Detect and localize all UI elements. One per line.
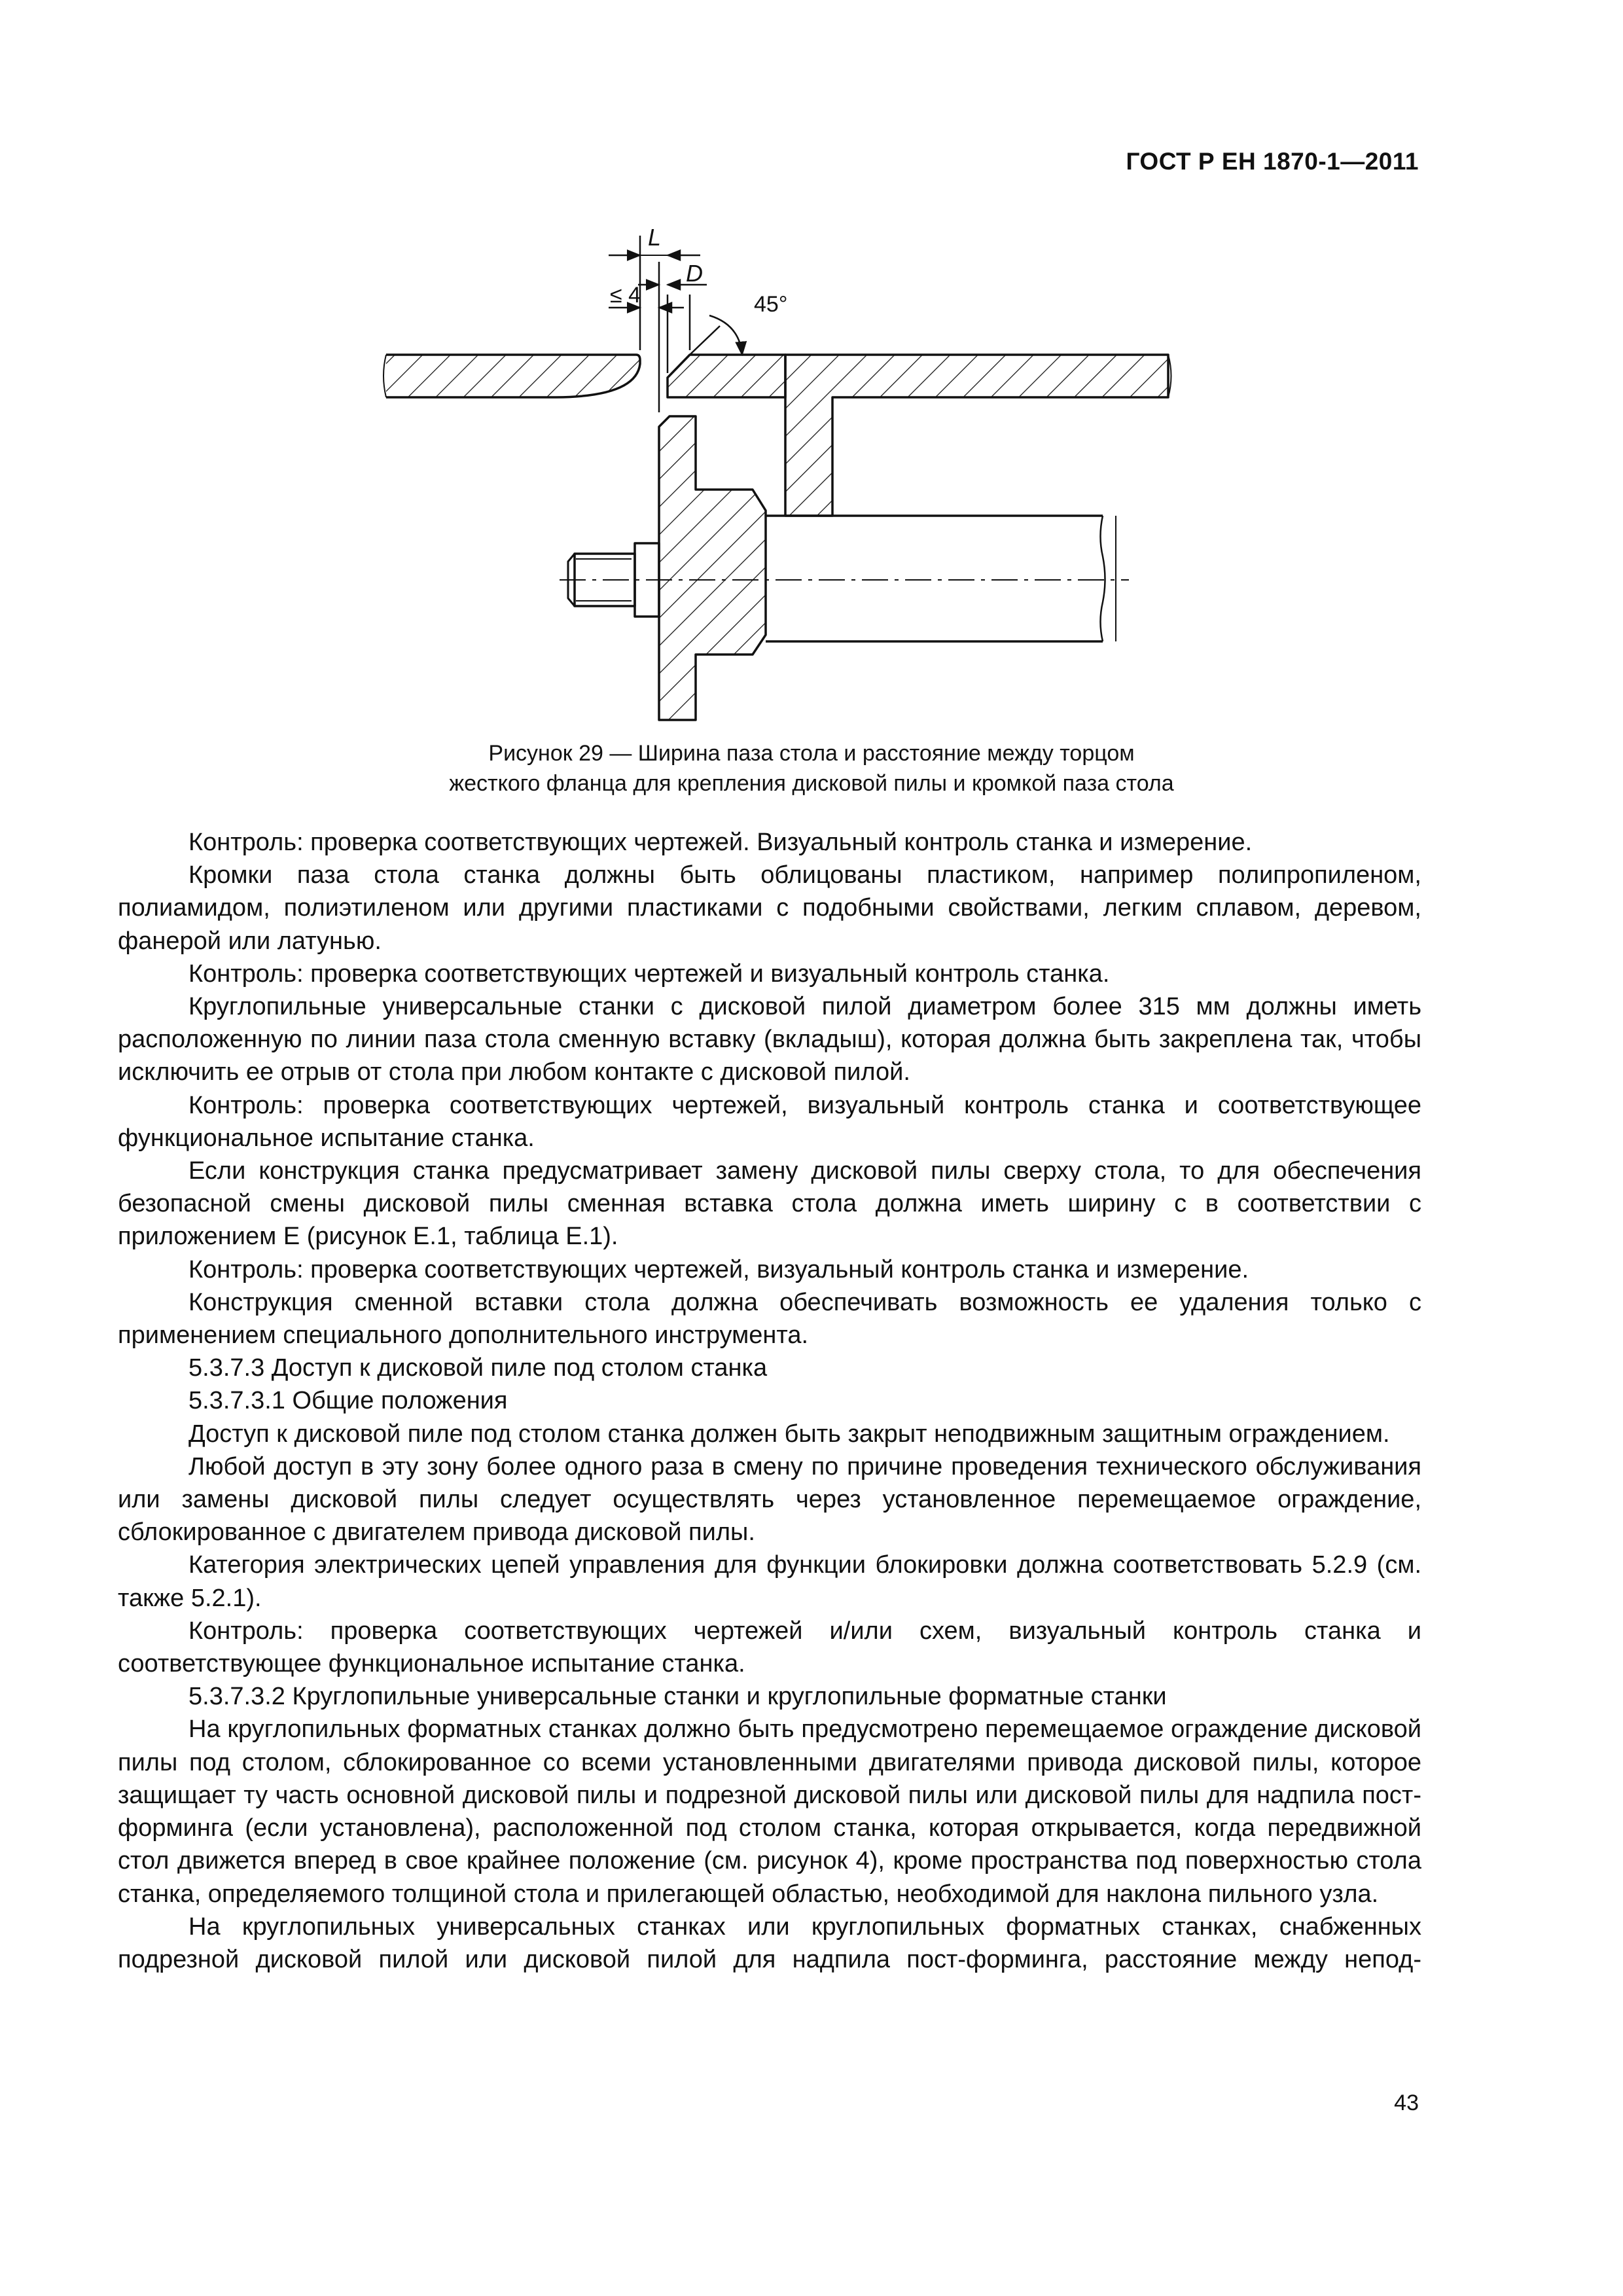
caption-line-1: Рисунок 29 — Ширина паза стола и расстояние между торцом [488, 741, 1135, 766]
paragraph: Если конструкция станка предусматривает замену дисковой пилы сверху стола, то для обеспечения безопасной смены дисковой пилы сменная вставка стола должна иметь ширину с в соответствии с приложением Е (рисунок Е.1, таблица Е.1). [118, 1157, 1421, 1251]
paragraph: Контроль: проверка соответствующих чертежей, визуальный контроль станка и соответствующее функциональное испытание станка. [118, 1091, 1421, 1152]
paragraph: На круглопильных универсальных станках или круглопильных форматных станках, снабженных подрезной дисковой пилой или дисковой пилой для надпила пост-форминга, расстояние между непод- [118, 1912, 1421, 1973]
paragraph: Категория электрических цепей управления для функции блокировки должна соответствовать 5.2.9 (см. также 5.2.1). [118, 1551, 1421, 1612]
paragraph: Кромки паза стола станка должны быть облицованы пластиком, например полипропиленом, полиамидом, полиэтиленом или другими пластиками с подобными свойствами, легким сплавом, деревом, фанерой или латунью. [118, 861, 1421, 955]
paragraph: Контроль: проверка соответствующих чертежей и/или схем, визуальный контроль станка и соответствующее функциональное испытание станка. [118, 1617, 1421, 1678]
paragraph: Доступ к дисковой пиле под столом станка должен быть закрыт неподвижным защитным ограждением. [188, 1420, 1390, 1448]
paragraph: Контроль: проверка соответствующих чертежей, визуальный контроль станка и измерение. [188, 1255, 1249, 1283]
paragraph: Контроль: проверка соответствующих чертежей и визуальный контроль станка. [188, 960, 1110, 988]
section-heading: 5.3.7.3.1 Общие положения [188, 1387, 508, 1415]
throat-insert [668, 355, 785, 397]
rigid-flange [659, 416, 766, 720]
figure-caption [118, 738, 1505, 798]
figure-29-drawing [366, 216, 1191, 726]
section-heading: 5.3.7.3.2 Круглопильные универсальные станки и круглопильные форматные станки [188, 1683, 1167, 1711]
label-le4: ≤ 4 [610, 283, 641, 308]
shaft [766, 516, 1103, 641]
paragraph: На круглопильных форматных станках должно быть предусмотрено перемещаемое ограждение дисковой пилы под столом, сблокированное со всеми установленными двигателями привода дисковой пилы, которое защищает ту часть основной дисковой пилы и подрезной дисковой пилы или дисковой пилы для надпила пост-форминга (если установлена), расположенной под столом станка, которая открывается, когда передвижной стол движется вперед в свое крайнее положение (см. рисунок 4), кроме пространства под поверхностью стола станка, определяемого толщиной стола и прилегающей областью, необходимой для наклона пильного узла. [118, 1715, 1421, 1908]
paragraph: Круглопильные универсальные станки с дисковой пилой диаметром более 315 мм должны иметь расположенную по линии паза стола сменную вставку (вкладыш), которая должна быть закреплена так, чтобы исключить ее отрыв от стола при любом контакте с дисковой пилой. [118, 993, 1421, 1086]
label-45deg: 45° [754, 292, 788, 317]
page-number: 43 [1394, 2090, 1419, 2115]
paragraph: Любой доступ в эту зону более одного раза в смену по причине проведения технического обслуживания или замены дисковой пилы следует осуществлять через установленное перемещаемое ограждение, сблокированное с двигателем привода дисковой пилы. [118, 1452, 1421, 1547]
label-D: D [686, 260, 703, 287]
document-header: ГОСТ Р ЕН 1870-1—2011 [1126, 148, 1419, 175]
caption-line-2: жесткого фланца для крепления дисковой пилы и кромкой паза стола [449, 771, 1174, 796]
paragraph: Конструкция сменной вставки стола должна обеспечивать возможность ее удаления только с применением специального дополнительного инструмента. [118, 1288, 1421, 1350]
right-table-section [785, 355, 1168, 516]
paragraph: Контроль: проверка соответствующих чертежей. Визуальный контроль станка и измерение. [188, 829, 1253, 856]
section-heading: 5.3.7.3 Доступ к дисковой пиле под столом станка [188, 1354, 768, 1382]
label-L: L [648, 224, 662, 251]
body-text [118, 826, 1421, 1976]
left-table-section [386, 355, 640, 397]
